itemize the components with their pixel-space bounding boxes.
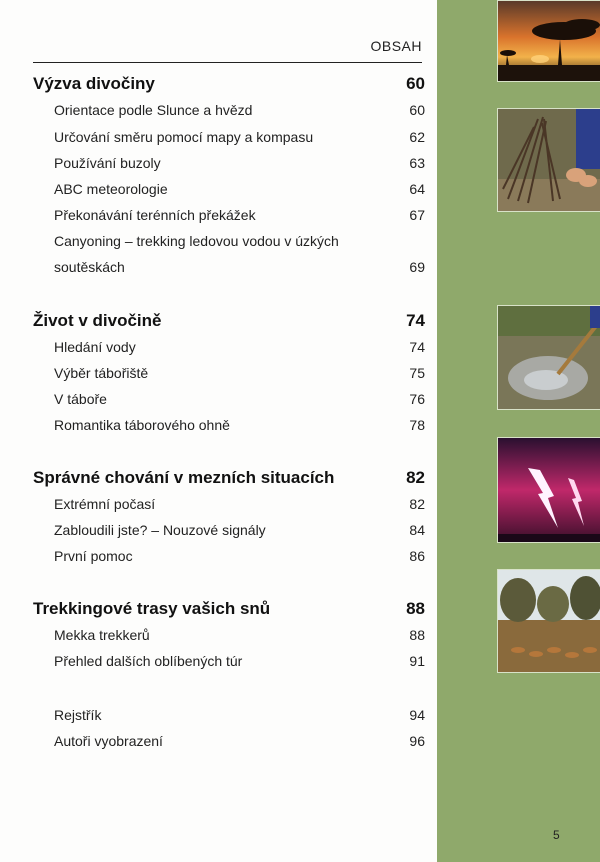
item-title: Romantika táborového ohně xyxy=(54,417,230,433)
item-title: Rejstřík xyxy=(54,707,102,723)
item-title: Překonávání terénních překážek xyxy=(54,207,256,223)
item-page: 74 xyxy=(409,339,425,355)
item-title: Canyoning – trekking ledovou vodou v úzkých xyxy=(54,233,339,249)
chapter-title: Správné chování v mezních situacích xyxy=(33,468,335,487)
item-title: Mekka trekkerů xyxy=(54,627,150,643)
item-title: Orientace podle Slunce a hvězd xyxy=(54,102,253,118)
chapter-title: Výzva divočiny xyxy=(33,74,155,93)
lightning-storm-photo xyxy=(497,437,600,543)
sunset-savanna-photo xyxy=(497,0,600,82)
item-title-continued: soutěskách xyxy=(54,259,125,275)
photo-sidebar xyxy=(437,0,600,862)
campfire-wood-photo xyxy=(497,108,600,212)
antelope-herd-photo xyxy=(497,569,600,673)
chapter-title: Trekkingové trasy vašich snů xyxy=(33,599,271,618)
item-page: 86 xyxy=(409,548,425,564)
item-title: Výběr tábořiště xyxy=(54,365,149,381)
item-title: Extrémní počasí xyxy=(54,496,156,512)
item-title: Určování směru pomocí mapy a kompasu xyxy=(54,129,314,145)
item-page: 91 xyxy=(409,653,425,669)
page-number: 5 xyxy=(553,828,560,842)
item-page: 67 xyxy=(409,207,425,223)
item-title: ABC meteorologie xyxy=(54,181,168,197)
item-page: 62 xyxy=(409,129,425,145)
chapter-page: 60 xyxy=(406,74,425,93)
item-page: 75 xyxy=(409,365,425,381)
item-page: 69 xyxy=(409,259,425,275)
chapter-page: 74 xyxy=(406,311,425,330)
item-page: 60 xyxy=(409,102,425,118)
item-title: Přehled dalších oblíbených túr xyxy=(54,653,243,669)
item-title: První pomoc xyxy=(54,548,133,564)
water-digging-photo xyxy=(497,305,600,410)
item-title: V táboře xyxy=(54,391,107,407)
item-title: Hledání vody xyxy=(54,339,136,355)
item-page: 82 xyxy=(409,496,425,512)
item-title: Zabloudili jste? – Nouzové signály xyxy=(54,522,266,538)
item-page: 76 xyxy=(409,391,425,407)
item-page: 88 xyxy=(409,627,425,643)
item-page: 63 xyxy=(409,155,425,171)
item-page: 78 xyxy=(409,417,425,433)
item-page: 94 xyxy=(409,707,425,723)
chapter-page: 88 xyxy=(406,599,425,618)
item-page: 96 xyxy=(409,733,425,749)
section-label: OBSAH xyxy=(370,38,422,54)
item-title: Autoři vyobrazení xyxy=(54,733,163,749)
item-title: Používání buzoly xyxy=(54,155,161,171)
item-page: 84 xyxy=(409,522,425,538)
item-page: 64 xyxy=(409,181,425,197)
chapter-title: Život v divočině xyxy=(33,311,162,330)
chapter-page: 82 xyxy=(406,468,425,487)
